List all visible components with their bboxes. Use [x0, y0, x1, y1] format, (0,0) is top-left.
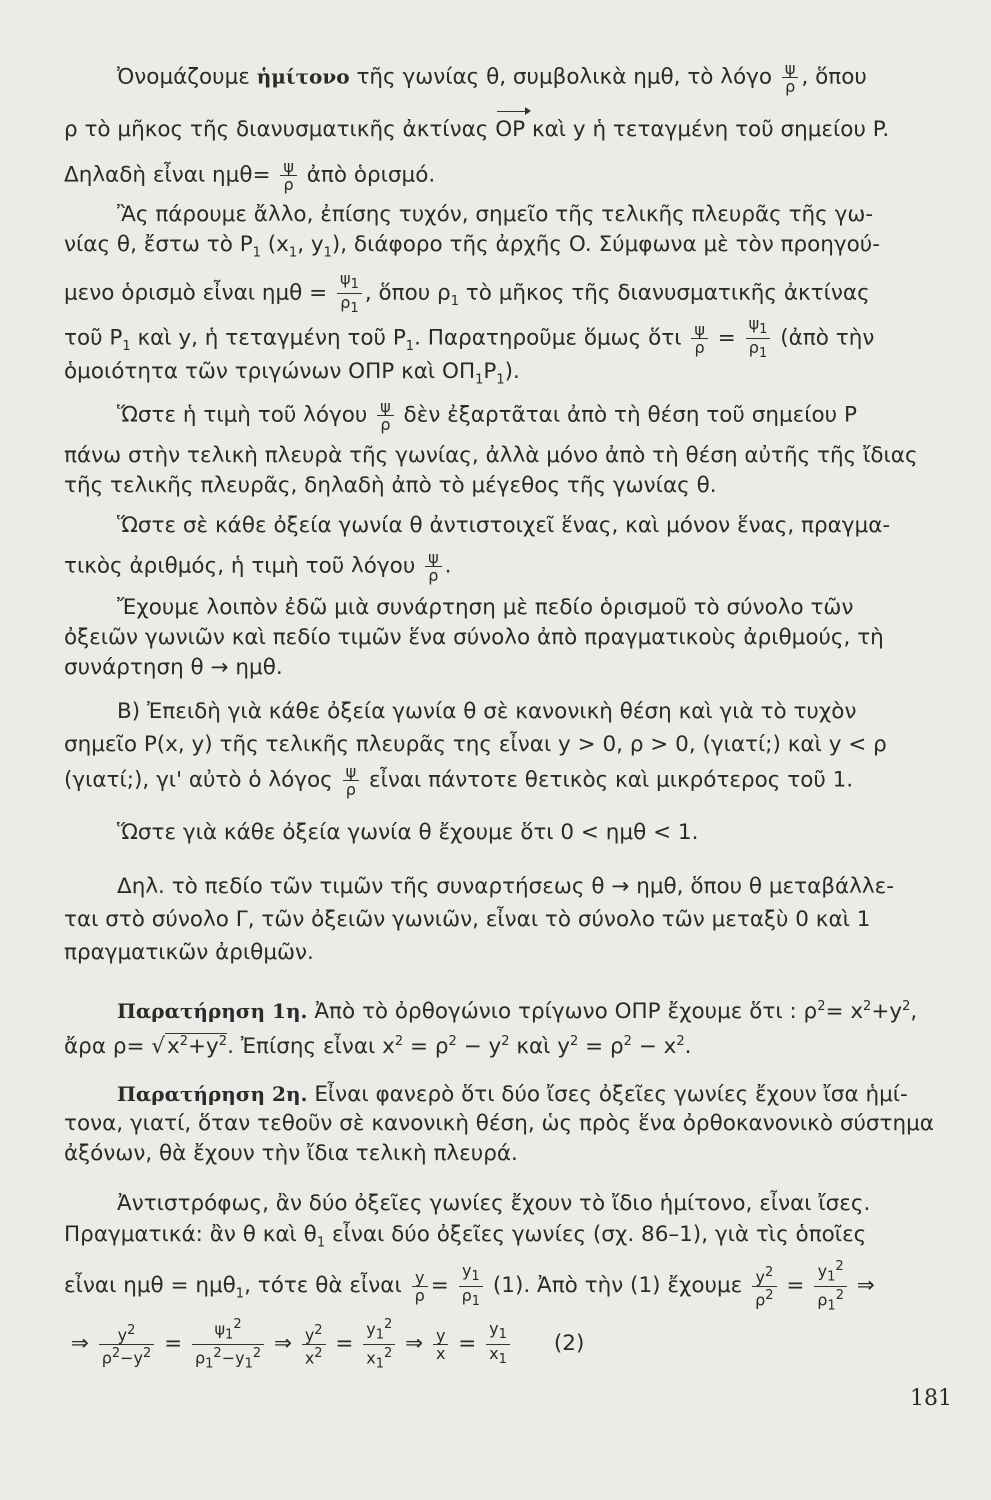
text-line: Πραγματικά: ἂν θ καὶ $\theta_1$ εἶναι δύο ὀξεῖες γωνίες (σχ. 86–1), γιὰ τὶς ὁποῖες	[64, 1222, 867, 1251]
text-line: ἀξόνων, θὰ ἔχουν τὴν ἴδια τελικὴ πλευρά.	[64, 1141, 518, 1166]
text-line: εἶναι ημθ = ημθ$_1$, τότε θὰ εἶναι $\frac{y}{\rho}$ = $\frac{y_1}{\rho_1}$ (1). Ἀπὸ τὴν (1) ἔχουμε $\frac{y^2}{\rho^2}$ = $\frac{y_1^2}{\rho_1^2}$ ⇒	[64, 1259, 875, 1314]
text-line: πραγματικῶν ἀριθμῶν.	[64, 940, 314, 965]
text-line: Ἀντιστρόφως, ἂν δύο ὀξεῖες γωνίες ἔχουν τὸ ἴδιο ἡμίτονο, εἶναι ἴσες.	[117, 1191, 871, 1216]
text-line: τῆς τελικῆς πλευρᾶς, δηλαδὴ ἀπὸ τὸ μέγεθος τῆς γωνίας θ.	[64, 473, 717, 498]
text-line: Ὥστε γιὰ κάθε ὀξεία γωνία θ ἔχουμε ὅτι 0 < ημθ < 1.	[117, 820, 699, 845]
text-line: ρ τὸ μῆκος τῆς διανυσματικῆς ἀκτίνας OP καὶ y ἡ τεταγμένη τοῦ σημείου P.	[64, 115, 889, 145]
page-number: 181	[910, 1386, 952, 1411]
text-line: ται στὸ σύνολο Γ, τῶν ὀξειῶν γωνιῶν, εἶναι τὸ σύνολο τῶν μεταξὺ 0 καὶ 1	[64, 907, 871, 932]
text-line: Παρατήρηση 1η. Ἀπὸ τὸ ὀρθογώνιο τρίγωνο OΠP ἔχουμε ὅτι : $\rho^2= x^2+y^2$,	[117, 999, 918, 1025]
text-line: ὀξειῶν γωνιῶν καὶ πεδίο τιμῶν ἕνα σύνολο ἀπὸ πραγματικοὺς ἀριθμούς, τὴ	[64, 625, 884, 650]
text-line: ⇒ $\frac{y^2}{\rho^2-y^2}$ = $\frac{\psi_1^2}{\rho_1^2-y_1^2}$ ⇒ $\frac{y^2}{x^2}$ = $\frac{y_1^2}{x_1^2}$ ⇒ $\frac{y}{x}$ = $\frac{y_1}{x_1}$ (2)	[64, 1317, 585, 1372]
text-line: τικὸς ἀριθμός, ἡ τιμὴ τοῦ λόγου $\frac{\psi}{\rho}$ .	[64, 548, 452, 585]
text-line: πάνω στὴν τελικὴ πλευρὰ τῆς γωνίας, ἀλλὰ μόνο ἀπὸ τὴ θέση αὐτῆς τῆς ἴδιας	[64, 443, 918, 468]
text-line: σημεῖο P(x, y) τῆς τελικῆς πλευρᾶς της εἶναι y > 0, ρ > 0, (γιατί;) καὶ y < ρ	[64, 732, 887, 757]
text-line: Ὀνομάζουμε ἡμίτονο τῆς γωνίας θ, συμβολικὰ ημθ, τὸ λόγο $\frac{\psi}{\rho}$ , ὅπου	[117, 59, 867, 96]
text-line: Ἔχουμε λοιπὸν ἐδῶ μιὰ συνάρτηση μὲ πεδίο ὁρισμοῦ τὸ σύνολο τῶν	[117, 595, 854, 620]
text-line: ἄρα $\rho= √x^2+y^2$. Ἐπίσης εἶναι $x^2 = \rho^2 - y^2$ καὶ $y^2 = \rho^2 - x^2$.	[64, 1034, 692, 1060]
text-line: Παρατήρηση 2η. Εἶναι φανερὸ ὅτι δύο ἴσες ὀξεῖες γωνίες ἔχουν ἴσα ἡμί-	[117, 1082, 908, 1107]
text-line: Ὥστε ἡ τιμὴ τοῦ λόγου $\frac{\psi}{\rho}$ δὲν ἐξαρτᾶται ἀπὸ τὴ θέση τοῦ σημείου P	[117, 397, 857, 434]
text-line: τοῦ $P_1$ καὶ y, ἡ τεταγμένη τοῦ $P_1$. Παρατηροῦμε ὅμως ὅτι $\frac{\psi}{\rho}$ = $\frac{\psi_1}{\rho_1}$ (ἀπὸ τὴν	[64, 314, 875, 362]
text-line: ὁμοιότητα τῶν τριγώνων OΠP καὶ $O\Pi_1P_1$).	[64, 359, 520, 388]
text-line: νίας θ, ἔστω τὸ $P_1$ ($x_1$, $y_1$), διάφορο τῆς ἀρχῆς O. Σύμφωνα μὲ τὸν προηγού-	[64, 232, 880, 261]
text-line: τονα, γιατί, ὅταν τεθοῦν σὲ κανονικὴ θέση, ὡς πρὸς ἕνα ὀρθοκανονικὸ σύστημα	[64, 1111, 934, 1136]
text-line: συνάρτηση θ → ημθ.	[64, 655, 283, 680]
text-line: Δηλαδὴ εἶναι ημθ= $\frac{\psi}{\rho}$ ἀπὸ ὁρισμό.	[64, 157, 436, 194]
text-line: Δηλ. τὸ πεδίο τῶν τιμῶν τῆς συναρτήσεως θ → ημθ, ὅπου θ μεταβάλλε-	[117, 874, 894, 899]
text-line: Ἂς πάρουμε ἄλλο, ἐπίσης τυχόν, σημεῖο τῆς τελικῆς πλευρᾶς τῆς γω-	[117, 202, 874, 227]
text-line: μενο ὁρισμὸ εἶναι ημθ = $\frac{\psi_1}{\rho_1}$ , ὅπου $\rho_1$ τὸ μῆκος τῆς διανυσματικῆς ἀκτίνας	[64, 269, 870, 317]
text-line: Ὥστε σὲ κάθε ὀξεία γωνία θ ἀντιστοιχεῖ ἕνας, καὶ μόνον ἕνας, πραγμα-	[117, 513, 891, 538]
text-line: (γιατί;), γι' αὐτὸ ὁ λόγος $\frac{\psi}{\rho}$ εἶναι πάντοτε θετικὸς καὶ μικρότερος τοῦ 1.	[64, 762, 854, 799]
text-line: B) Ἐπειδὴ γιὰ κάθε ὀξεία γωνία θ σὲ κανονικὴ θέση καὶ γιὰ τὸ τυχὸν	[117, 699, 857, 724]
